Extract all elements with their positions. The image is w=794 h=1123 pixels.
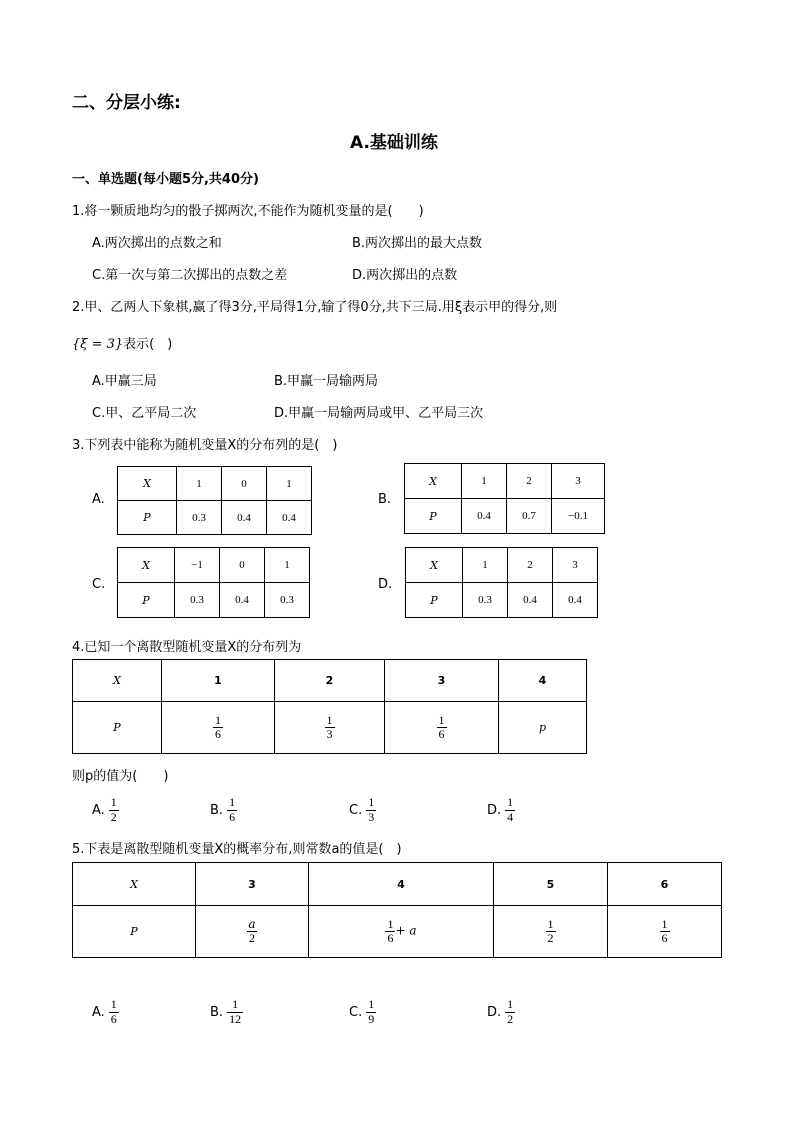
q5-p-cell — [494, 906, 608, 958]
q5-p-cell — [608, 906, 722, 958]
q4-stem: 4.已知一个离散型随机变量X的分布列为 — [72, 640, 302, 655]
q5-p-denominator: 2 — [547, 931, 554, 945]
q3c-p-header: P — [118, 583, 175, 618]
q5-option-b — [210, 996, 243, 1028]
q3-label-d: D. — [378, 577, 393, 592]
q3d-p-cell: 0.3 — [463, 583, 508, 618]
q3c-x-cell: 0 — [220, 548, 265, 583]
subsection-title: A.基础训练 — [350, 133, 438, 153]
q4-p-cell: p — [499, 702, 587, 754]
q3-label-c: C. — [92, 577, 106, 592]
q3c-x-header: X — [118, 548, 175, 583]
q4-p-cell — [162, 702, 275, 754]
q4-x-cell: 2 — [275, 660, 385, 702]
q4-x-header: X — [73, 660, 162, 702]
q3d-p-header: P — [406, 583, 463, 618]
q4-option-d — [487, 794, 515, 826]
q3b-p-cell: 0.4 — [462, 499, 507, 534]
q3a-p-cell: 0.4 — [222, 501, 267, 535]
q4-option-b — [210, 794, 237, 826]
q5-x-cell: 3 — [196, 863, 309, 906]
q5-option-d-label: D. — [487, 1004, 502, 1020]
q4-d-denominator: 4 — [507, 809, 514, 824]
q4-p-denominator: 6 — [438, 727, 445, 741]
q3c-p-cell: 0.3 — [265, 583, 310, 618]
q5-c-numerator: 1 — [368, 997, 375, 1012]
q1-option-c: C.第一次与第二次掷出的点数之差 — [92, 268, 288, 283]
q3a-x-header: X — [118, 467, 177, 501]
q3-label-b: B. — [378, 492, 392, 507]
q4-p-numerator: 1 — [438, 712, 445, 727]
q5-p-cell — [196, 906, 309, 958]
q5-p-suffix: + a — [395, 923, 417, 938]
q3d-p-cell: 0.4 — [508, 583, 553, 618]
q3d-x-cell: 3 — [553, 548, 598, 583]
q4-b-numerator: 1 — [229, 795, 236, 810]
q5-p-cell — [309, 906, 494, 958]
q5-option-a — [92, 996, 119, 1028]
q5-a-denominator: 6 — [110, 1011, 117, 1026]
q5-p-numerator: 1 — [661, 916, 668, 931]
q4-p-cell — [385, 702, 499, 754]
q4-x-cell: 3 — [385, 660, 499, 702]
part-title: 一、单选题(每小题5分,共40分) — [72, 172, 259, 187]
q3b-p-cell: −0.1 — [552, 499, 605, 534]
q5-p-numerator: 1 — [387, 916, 394, 931]
q3b-x-cell: 3 — [552, 464, 605, 499]
q3-stem: 3.下列表中能称为随机变量X的分布列的是( ) — [72, 438, 338, 453]
q1-option-d: D.两次掷出的点数 — [352, 268, 458, 283]
q4-x-cell: 4 — [499, 660, 587, 702]
q3a-p-cell: 0.4 — [267, 501, 312, 535]
q3a-p-cell: 0.3 — [177, 501, 222, 535]
q5-p-numerator: a — [248, 916, 256, 931]
q4-c-numerator: 1 — [368, 795, 375, 810]
q3c-p-cell: 0.3 — [175, 583, 220, 618]
q5-x-cell: 5 — [494, 863, 608, 906]
q5-d-numerator: 1 — [507, 997, 514, 1012]
q3-table-c — [117, 547, 310, 618]
q1-stem: 1.将一颗质地均匀的骰子掷两次,不能作为随机变量的是( ) — [72, 204, 424, 219]
q5-b-denominator: 12 — [229, 1011, 242, 1026]
q5-p-header: P — [73, 906, 196, 958]
q4-b-denominator: 6 — [229, 809, 236, 824]
q3b-p-header: P — [405, 499, 462, 534]
q3a-x-cell: 1 — [177, 467, 222, 501]
q5-x-cell: 4 — [309, 863, 494, 906]
q4-option-c — [349, 794, 376, 826]
q4-p-cell — [275, 702, 385, 754]
q5-option-b-label: B. — [210, 1004, 224, 1020]
q4-p-denominator: 6 — [215, 727, 221, 741]
q4-option-c-label: C. — [349, 802, 363, 818]
q5-a-numerator: 1 — [110, 997, 117, 1012]
q3c-x-cell: 1 — [265, 548, 310, 583]
q4-a-numerator: 1 — [110, 795, 117, 810]
q2-option-c: C.甲、乙平局二次 — [92, 406, 197, 421]
q3a-x-cell: 1 — [267, 467, 312, 501]
q2-stem-tail: 表示( ) — [123, 337, 173, 352]
q5-p-denominator: 6 — [387, 931, 394, 945]
q2-stem: 2.甲、乙两人下象棋,赢了得3分,平局得1分,输了得0分,共下三局.用ξ表示甲的得分,则 — [72, 300, 558, 315]
q3d-x-cell: 1 — [463, 548, 508, 583]
q5-p-denominator: 6 — [661, 931, 668, 945]
q3c-x-cell: −1 — [175, 548, 220, 583]
q5-d-denominator: 2 — [507, 1011, 514, 1026]
q5-c-denominator: 9 — [368, 1011, 375, 1026]
q4-question: 则p的值为( ) — [72, 769, 169, 784]
q3d-x-cell: 2 — [508, 548, 553, 583]
q4-option-d-label: D. — [487, 802, 502, 818]
q2-option-b: B.甲赢一局输两局 — [274, 374, 379, 389]
q3-table-d — [405, 547, 598, 618]
q4-option-b-label: B. — [210, 802, 224, 818]
q5-p-denominator: 2 — [249, 931, 255, 945]
q2-option-d: D.甲赢一局输两局或甲、乙平局三次 — [274, 406, 484, 421]
q3b-p-cell: 0.7 — [507, 499, 552, 534]
q4-c-denominator: 3 — [368, 809, 375, 824]
q5-option-a-label: A. — [92, 1004, 105, 1020]
q1-option-a: A.两次掷出的点数之和 — [92, 236, 222, 251]
q3-table-a — [117, 466, 312, 535]
q3b-x-cell: 2 — [507, 464, 552, 499]
q5-option-c-label: C. — [349, 1004, 363, 1020]
q2-stem-line2 — [72, 333, 172, 352]
q5-b-numerator: 1 — [232, 997, 239, 1012]
q5-p-numerator: 1 — [547, 916, 554, 931]
q4-p-numerator: 1 — [215, 712, 221, 727]
q4-x-cell: 1 — [162, 660, 275, 702]
q3-table-b — [404, 463, 605, 534]
q4-a-denominator: 2 — [110, 809, 117, 824]
q5-stem: 5.下表是离散型随机变量X的概率分布,则常数a的值是( ) — [72, 842, 402, 857]
q2-option-a: A.甲赢三局 — [92, 374, 157, 389]
q3d-p-cell: 0.4 — [553, 583, 598, 618]
q5-x-cell: 6 — [608, 863, 722, 906]
q4-table — [72, 659, 587, 754]
q3a-p-header: P — [118, 501, 177, 535]
q5-table — [72, 862, 722, 958]
q4-p-numerator: 1 — [326, 712, 333, 727]
q3d-x-header: X — [406, 548, 463, 583]
q5-option-c — [349, 996, 376, 1028]
q3a-x-cell: 0 — [222, 467, 267, 501]
q2-event-math: {ξ = 3} — [72, 337, 124, 352]
q4-option-a-label: A. — [92, 802, 105, 818]
q3-label-a: A. — [92, 492, 105, 507]
q4-d-numerator: 1 — [507, 795, 514, 810]
q3c-p-cell: 0.4 — [220, 583, 265, 618]
q1-option-b: B.两次掷出的最大点数 — [352, 236, 483, 251]
q3b-x-header: X — [405, 464, 462, 499]
q5-option-d — [487, 996, 515, 1028]
q4-p-header: P — [73, 702, 162, 754]
q5-x-header: X — [73, 863, 196, 906]
q4-p-denominator: 3 — [326, 727, 333, 741]
section-title: 二、分层小练: — [72, 93, 181, 113]
q4-option-a — [92, 794, 119, 826]
q3b-x-cell: 1 — [462, 464, 507, 499]
